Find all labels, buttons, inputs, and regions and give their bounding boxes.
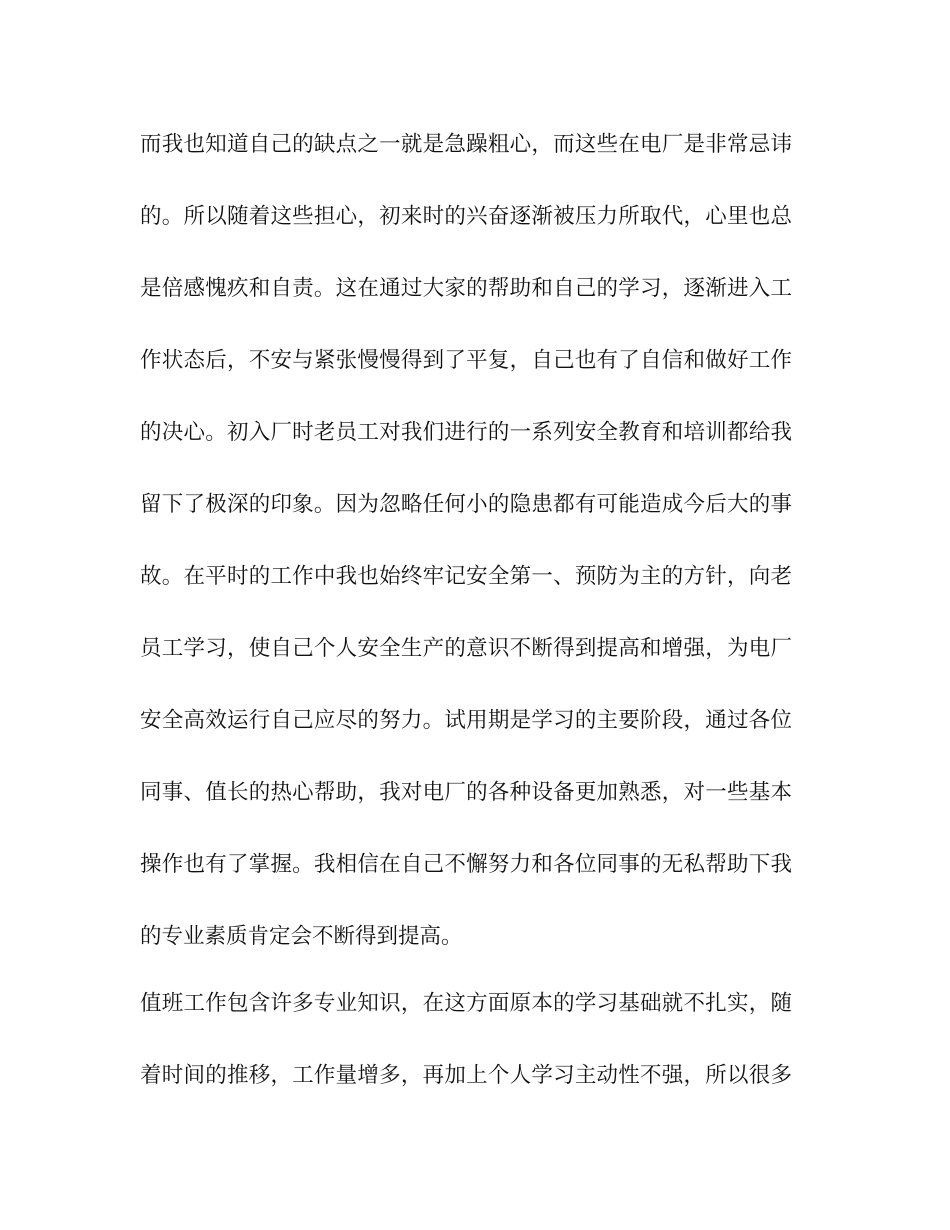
paragraph-line: 留下了极深的印象。因为忽略任何小的隐患都有可能造成今后大的事: [140, 492, 792, 517]
paragraph-line: 操作也有了掌握。我相信在自己不懈努力和各位同事的无私帮助下我: [140, 852, 792, 877]
paragraph-line: 的。所以随着这些担心，初来时的兴奋逐渐被压力所取代，心里也总: [140, 204, 792, 229]
paragraph-line: 值班工作包含许多专业知识，在这方面原本的学习基础就不扎实，随: [140, 991, 792, 1016]
paragraph-line: 作状态后，不安与紧张慢慢得到了平复，自己也有了自信和做好工作: [140, 348, 792, 373]
paragraph-line: 故。在平时的工作中我也始终牢记安全第一、预防为主的方针，向老: [140, 564, 792, 589]
paragraph-line: 而我也知道自己的缺点之一就是急躁粗心，而这些在电厂是非常忌讳: [140, 132, 792, 157]
paragraph-line: 员工学习，使自己个人安全生产的意识不断得到提高和增强，为电厂: [140, 636, 792, 661]
paragraph-line: 的专业素质肯定会不断得到提高。: [140, 924, 463, 949]
paragraph-line: 的决心。初入厂时老员工对我们进行的一系列安全教育和培训都给我: [140, 420, 792, 445]
paragraph-line: 同事、值长的热心帮助，我对电厂的各种设备更加熟悉，对一些基本: [140, 780, 792, 805]
paragraph-line: 着时间的推移，工作量增多，再加上个人学习主动性不强，所以很多: [140, 1063, 792, 1088]
paragraph-line: 安全高效运行自己应尽的努力。试用期是学习的主要阶段，通过各位: [140, 708, 792, 733]
paragraph-line: 是倍感愧疚和自责。这在通过大家的帮助和自己的学习，逐渐进入工: [140, 276, 792, 301]
